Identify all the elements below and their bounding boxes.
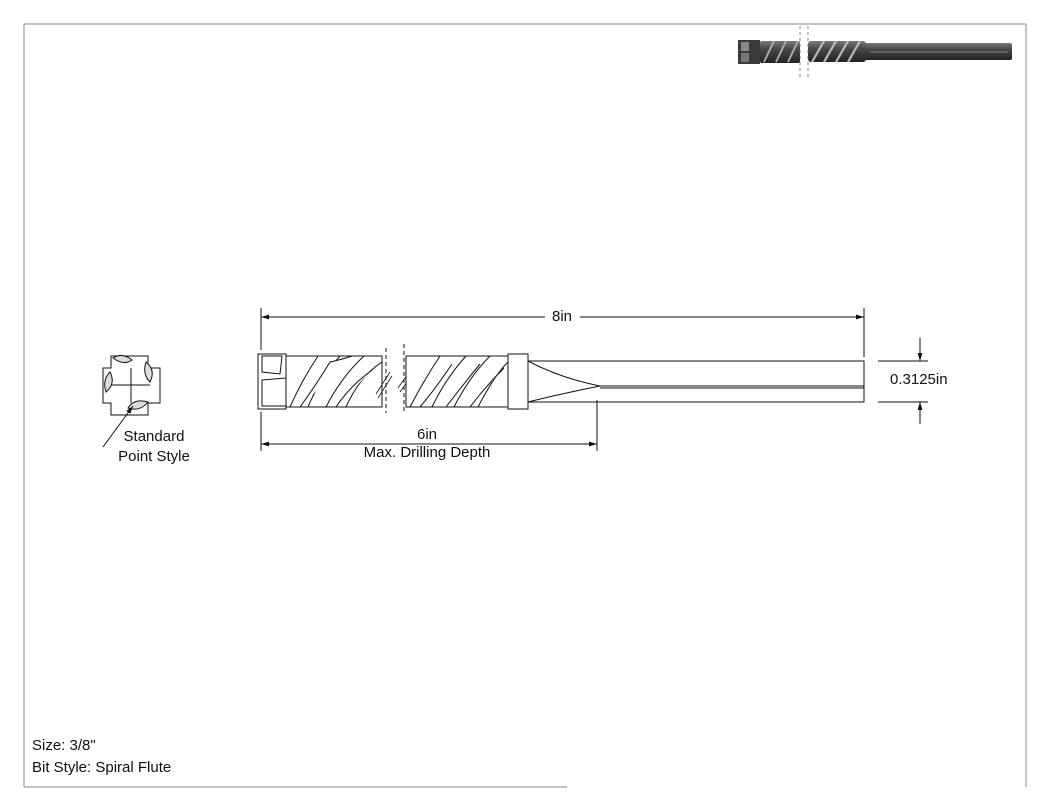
point-callout-line1: Standard [123,428,185,445]
isometric-thumbnail [738,26,1012,78]
bit-side-view [258,344,864,413]
drilling-depth-value: 6in [416,426,438,443]
spec-size: Size: 3/8" [32,737,96,754]
spec-bit-style: Bit Style: Spiral Flute [32,759,172,776]
point-end-view [103,355,160,415]
shank-diameter-label: 0.3125in [890,371,948,388]
overall-length-label: 8in [551,308,573,325]
drilling-depth-label: Max. Drilling Depth [363,444,491,461]
point-callout-line2: Point Style [118,448,190,465]
